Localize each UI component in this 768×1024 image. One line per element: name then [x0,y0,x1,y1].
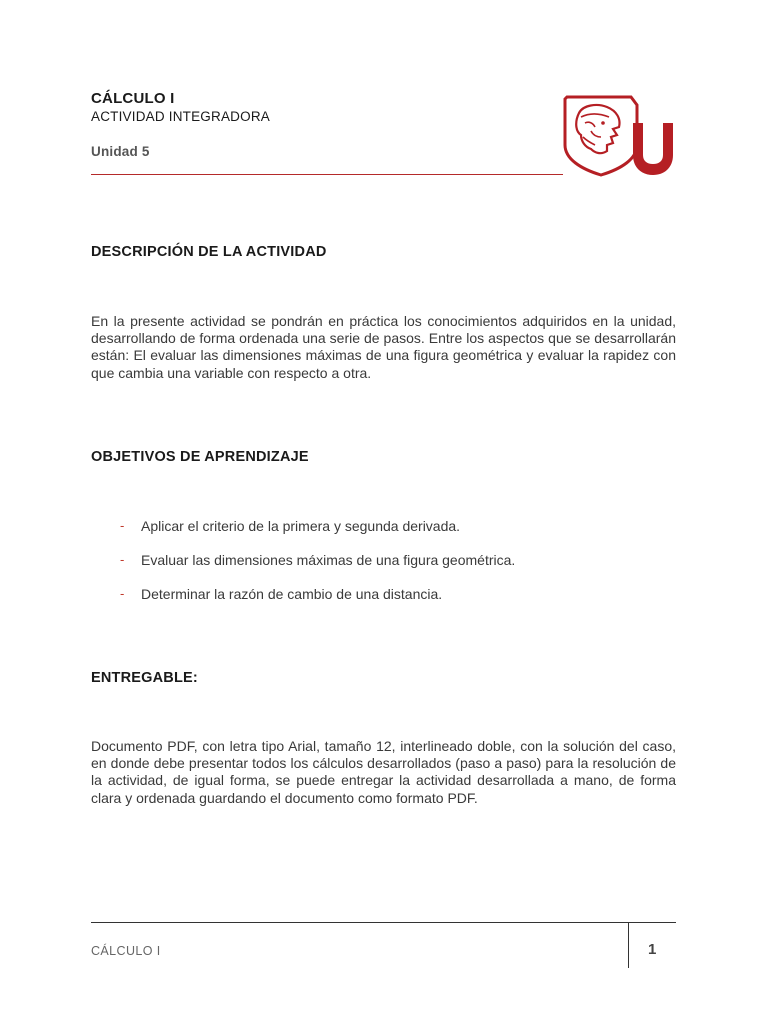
objectives-heading: OBJETIVOS DE APRENDIZAJE [91,449,309,465]
objective-text: Aplicar el criterio de la primera y segunda derivada. [141,518,461,534]
deliverable-heading: ENTREGABLE: [91,670,198,686]
page-number: 1 [648,941,657,958]
course-title: CÁLCULO I [91,90,175,107]
university-logo-icon [561,93,679,177]
activity-type: ACTIVIDAD INTEGRADORA [91,109,270,124]
deliverable-text: Documento PDF, con letra tipo Arial, tamaño 12, interlineado doble, con la solución del caso, en donde debe presentar todos los cálculos desarrollados (paso a paso) para la resolución de la actividad, de igual forma, se puede entregar la actividad desarrollada a mano, de forma clara y ordenada guardando el documento como formato PDF. [91,738,676,806]
description-heading: DESCRIPCIÓN DE LA ACTIVIDAD [91,244,327,260]
footer-course: CÁLCULO I [91,944,161,958]
objectives-list [91,516,676,618]
objective-text: Determinar la razón de cambio de una distancia. [141,586,443,602]
description-text: En la presente actividad se pondrán en práctica los conocimientos adquiridos en la unidad, desarrollando de forma ordenada una serie de pasos. Entre los aspectos que se desarrollarán están: El evaluar las dimensiones máximas de una figura geométrica y evaluar la rapidez con que cambia una variable con respecto a otra. [91,313,676,381]
list-item [91,584,676,618]
unit-label: Unidad 5 [91,144,150,159]
list-item [91,550,676,584]
bullet-dash: - [120,586,125,601]
objective-text: Evaluar las dimensiones máximas de una figura geométrica. [141,552,516,568]
bullet-dash: - [120,552,125,567]
footer-vertical-divider [628,922,629,968]
document-header [91,90,563,159]
footer-divider [91,922,676,923]
list-item [91,516,676,550]
bullet-dash: - [120,518,125,533]
header-divider [91,174,563,175]
